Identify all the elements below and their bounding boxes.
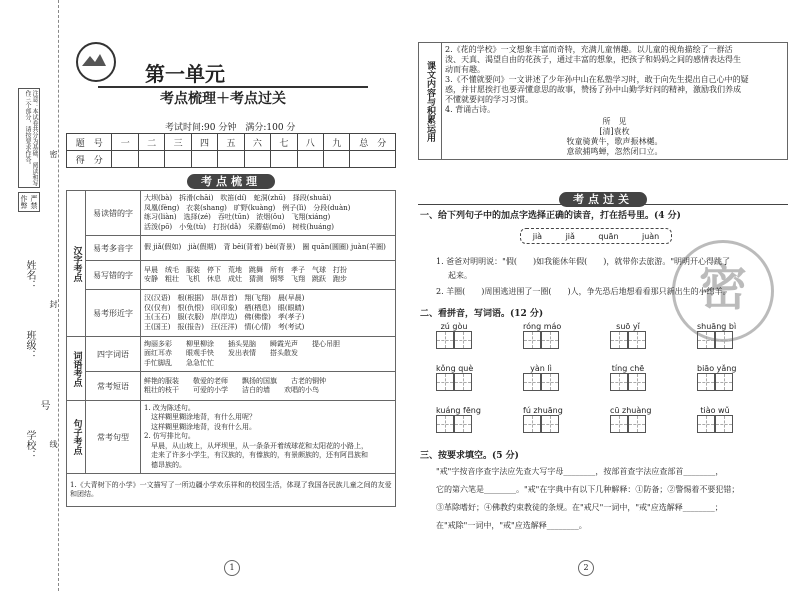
pinyin-label: yàn lì: [530, 364, 552, 373]
score-header: 六: [244, 134, 270, 151]
class-field-label: 班级：: [24, 330, 35, 360]
list-item: 这样糊里糊涂地背，没有什么用。: [144, 422, 256, 431]
seal-mark-feng: 封: [49, 300, 58, 308]
section-header-review: [66, 170, 396, 188]
xingjin-list: [141, 290, 396, 337]
lesson-summary-text: [442, 43, 788, 160]
list-item: 假 jiǎ(假如) jià(假期) 背 bēi(背着) bèi(背景) 圈 quān(圆圈) juàn(羊圈): [144, 243, 386, 252]
question-3-prompt: 三、按要求填空。(5 分): [420, 451, 519, 461]
pinyin-label: kǒng què: [436, 364, 474, 373]
number-field-label: 号: [38, 400, 49, 410]
sizi-list: [141, 337, 396, 372]
pinyin-label: biāo yǎng: [697, 364, 737, 373]
pinyin-option: jià: [532, 231, 543, 241]
list-item: 大坝(bà) 拆滑(chāi) 吹笛(dí) 蛇洞(zhū) 择段(shuāi): [144, 194, 332, 202]
word-item: [697, 364, 736, 395]
pinyin-option-box: [520, 228, 672, 244]
list-item: 粗壮的枝干 可爱的小学 洁白的墙 欢唱的小鸟: [144, 386, 319, 394]
score-header: 三: [165, 134, 191, 151]
poem-author: [清]袁枚: [599, 127, 630, 136]
name-field-label: 姓名：: [24, 260, 35, 290]
text-line: 惑，并甘愿挨打也要弄懂意思的故事，赞扬了孙中山勤学好问的精神，激励我们养成: [445, 85, 741, 94]
score-header: 七: [271, 134, 297, 151]
score-cell[interactable]: [350, 151, 396, 168]
score-header: 一: [112, 134, 138, 151]
score-header: 题 号: [67, 134, 112, 151]
list-item: 仅(仅有) 恨(仇恨) 印(印象) 栖(栖息) 眼(眼睛): [144, 303, 305, 312]
char-box[interactable]: [715, 373, 733, 391]
question-3-line-4[interactable]: 在"戒除"一词中，"戒"应选解释________。: [436, 521, 587, 530]
list-item: 汉(汉语) 根(根据) 昂(昂首) 翔(飞翔) 晨(早晨): [144, 294, 305, 302]
list-item: 早晨，从山坡上，从坪坝里，从一条条开着绒球花和太阳花的小路上，: [144, 441, 368, 450]
knowledge-table: [66, 190, 396, 507]
score-cell[interactable]: [138, 151, 164, 168]
list-item: 练习(liàn) 选择(zé) 吞吐(tūn) 浓烟(ǒu) 飞翔(xiáng): [144, 213, 331, 221]
question-1-sentence-1b: 起来。: [448, 271, 472, 280]
subcat-sizi: 四字词语: [86, 337, 141, 372]
char-box[interactable]: [454, 331, 472, 349]
seal-mark-xian: 线: [49, 440, 58, 448]
pinyin-label: shuāng bì: [697, 322, 737, 331]
score-row-label: 得 分: [67, 151, 112, 168]
char-box[interactable]: [436, 373, 454, 391]
school-field-label: 学校：: [24, 430, 35, 460]
char-box[interactable]: [628, 331, 646, 349]
list-item: 绚丽多彩 柳里柳涂 插头晃脑 瞬霞光声 提心吊胆: [144, 339, 340, 348]
score-header-row: [67, 134, 396, 151]
char-box[interactable]: [541, 373, 559, 391]
question-3-line-2[interactable]: 它的第六笔是________。"戒"在字典中有以下几种解释：①防备；②警惕着不要犯错；: [436, 485, 740, 494]
text-line: 2.《花的学校》一文想象丰富而奇特，充满儿童情趣。以儿童的视角描绘了一群活: [445, 45, 733, 54]
juxing-list: [141, 401, 396, 474]
category-hanzi: 汉字考点: [67, 191, 86, 337]
pinyin-option: quān: [598, 231, 619, 241]
char-box[interactable]: [523, 331, 541, 349]
score-cell[interactable]: [323, 151, 349, 168]
score-header: 总 分: [350, 134, 396, 151]
question-3-line-3[interactable]: ③革除嗜好；④佛教约束教徒的条规。在"戒尺"一词中，"戒"应选解释________；: [436, 503, 723, 512]
word-item: [610, 364, 646, 395]
score-header: 八: [297, 134, 323, 151]
subcat-yixie: 易写错的字: [86, 261, 141, 290]
question-3-line-1[interactable]: "戒"字按音序查字法应先查大写字母________，按部首查字法应查部首________，: [436, 467, 724, 476]
section-title: 考点梳理: [187, 174, 275, 189]
yixie-list: [141, 261, 396, 290]
pinyin-label: róng máo: [523, 322, 562, 331]
word-item: [523, 364, 559, 395]
list-item: 早晨 绒毛 服装 停下 荒地 跳舞 所有 孝子 气球 打扮: [144, 265, 347, 274]
pinyin-option: jiǎ: [565, 231, 575, 241]
score-cell[interactable]: [165, 151, 191, 168]
char-box[interactable]: [436, 415, 454, 433]
char-box[interactable]: [610, 373, 628, 391]
score-header: 九: [323, 134, 349, 151]
yidu-list: [141, 191, 396, 236]
question-2-prompt: 二、看拼音，写词语。(12 分): [420, 309, 544, 319]
word-item: [436, 364, 473, 395]
subcat-yidu: 易读错的字: [86, 191, 141, 236]
char-box[interactable]: [697, 415, 715, 433]
poem-line: 牧童骑黄牛，歌声振林樾。: [566, 137, 663, 146]
list-item: 德昂族的。: [144, 460, 186, 469]
question-1-prompt: 一、给下列句子中的加点字选择正确的读音，打在括号里。(4 分): [420, 211, 681, 221]
word-item: [436, 322, 472, 353]
list-item: 鲜艳的服装 敬爱的老师 飘扬的国旗 古老的铜钟: [144, 376, 326, 385]
text-line: 泼、天真、渴望自由的花孩子，通过丰富的想象，把孩子和妈妈之间的感情表达得生: [445, 55, 741, 64]
score-header: 四: [191, 134, 217, 151]
char-box[interactable]: [610, 415, 628, 433]
text-line: 动而有趣。: [445, 65, 485, 74]
pinyin-label: fú zhuāng: [523, 406, 563, 415]
pinyin-label: kuáng fēng: [436, 406, 481, 415]
score-cell[interactable]: [191, 151, 217, 168]
text-line: 不懂就要问的学习习惯。: [445, 95, 533, 104]
duoyin-list: [141, 236, 396, 261]
category-ciyu: 词语考点: [67, 337, 86, 401]
section-title: 考点过关: [559, 192, 647, 207]
score-header: 二: [138, 134, 164, 151]
word-item: [697, 322, 736, 353]
pinyin-label: suō yǐ: [616, 322, 640, 331]
warning-label: 严禁作弊: [18, 192, 40, 212]
char-box[interactable]: [523, 373, 541, 391]
subcat-duoyin: 易考多音字: [86, 236, 141, 261]
confidential-stamp: 密: [672, 240, 774, 342]
text-line: 4. 背诵古诗。: [445, 105, 496, 114]
char-box[interactable]: [454, 415, 472, 433]
changjian-list: [141, 372, 396, 401]
list-item: 2. 仿写排比句。: [144, 432, 195, 441]
char-box[interactable]: [715, 331, 733, 349]
subcat-xingjin: 易考形近字: [86, 290, 141, 337]
category-juzi: 句子考点: [67, 401, 86, 474]
word-item: [610, 406, 651, 437]
list-item: 1. 改为陈述句。: [144, 403, 195, 412]
char-box[interactable]: [628, 373, 646, 391]
list-item: 玉(玉石) 服(衣服) 岸(岸边) 佛(佛像) 孝(孝子): [144, 313, 305, 321]
char-box[interactable]: [610, 331, 628, 349]
list-item: 凤凰(fèng) 衣裳(shang) 旷野(kuàng) 例子(lì) 分段(duàn): [144, 203, 351, 212]
word-item: [523, 322, 561, 353]
list-item: 安静 粗壮 飞机 休息 成灶 猜测 钢琴 飞翔 跳跃 跑步: [144, 275, 347, 283]
score-cell[interactable]: [244, 151, 270, 168]
list-item: 王(国王) 报(报告) 汪(汪洋) 情(心情) 考(考试): [144, 322, 305, 331]
page-number-right: 2: [578, 560, 594, 576]
char-box[interactable]: [454, 373, 472, 391]
list-item: 这样糊里糊涂地背，有什么用呢？: [144, 413, 256, 422]
score-cell[interactable]: [297, 151, 323, 168]
list-item: 走来了许多小学生，有汉族的，有傣族的，有景颇族的，还有阿昌族和: [144, 451, 368, 460]
seal-mark-mi: 密: [49, 150, 58, 158]
pinyin-label: tíng chē: [611, 364, 645, 373]
score-cell[interactable]: [271, 151, 297, 168]
section-header-quiz: [418, 188, 788, 206]
page-subtitle: 考点梳理＋考点过关: [160, 91, 286, 107]
word-item: [436, 406, 481, 437]
summary-note: 1.《大青树下的小学》一文描写了一所边疆小学欢乐祥和的校园生活，体现了我国各民族儿童之间的友爱和团结。: [67, 474, 396, 507]
notice-box: 注意：本试卷共分为基础、阅读和写作三个部分，请按要求作答。: [18, 88, 40, 188]
score-value-row: [67, 151, 396, 168]
char-box[interactable]: [697, 373, 715, 391]
divider: [418, 204, 788, 205]
question-1-sentence-2[interactable]: 2. 羊圈( )周围逃进围了一圈( )人，争先恐后地想看看那只新出生的小绵羊。: [436, 287, 731, 296]
pinyin-label: tiào wǔ: [700, 406, 730, 415]
score-header: 五: [218, 134, 244, 151]
list-item: 手忙脚乱 急急忙忙: [144, 358, 214, 367]
subcat-changjian: 常考短语: [86, 372, 141, 401]
word-item: [610, 322, 646, 353]
word-item: [523, 406, 563, 437]
char-box[interactable]: [436, 331, 454, 349]
unit-banner: [98, 58, 368, 88]
word-item: [697, 406, 733, 437]
text-line: 3.《不懂就要问》一文讲述了少年孙中山在私塾学习时，敢于向先生提出自己心中的疑: [445, 75, 749, 84]
score-table: [66, 133, 396, 168]
char-box[interactable]: [523, 415, 541, 433]
list-item: 活泼(pō) 小兔(tù) 打扮(dǎ) 采蘑菇(mó) 树枝(huáng): [144, 222, 335, 231]
side-label: 课文内容与积累运用: [419, 43, 442, 160]
pinyin-label: zú gòu: [440, 322, 468, 331]
char-box[interactable]: [541, 331, 559, 349]
pinyin-option: juàn: [641, 231, 660, 241]
score-cell[interactable]: [218, 151, 244, 168]
question-1-sentence-1[interactable]: 1. 爸爸对明明说："假( )如我能休年假( )，就带你去旅游。"明明开心得跳了: [436, 257, 731, 266]
subcat-juxing: 常考句型: [86, 401, 141, 474]
char-box[interactable]: [697, 331, 715, 349]
lesson-summary-table: [418, 42, 788, 160]
score-cell[interactable]: [112, 151, 138, 168]
char-box[interactable]: [715, 415, 733, 433]
poem-title: 所 见: [602, 117, 627, 126]
pinyin-label: cū zhuàng: [610, 406, 652, 415]
unit-title: 第一单元: [145, 62, 225, 86]
char-box[interactable]: [541, 415, 559, 433]
exam-info: 考试时间:90 分钟 满分:100 分: [165, 123, 296, 133]
list-item: 面红耳赤 眼观手快 发出表情 搭头散发: [144, 349, 298, 358]
char-box[interactable]: [628, 415, 646, 433]
poem-line: 意欲捕鸣蝉，忽然闭口立。: [566, 147, 663, 156]
page-number-left: 1: [224, 560, 240, 576]
